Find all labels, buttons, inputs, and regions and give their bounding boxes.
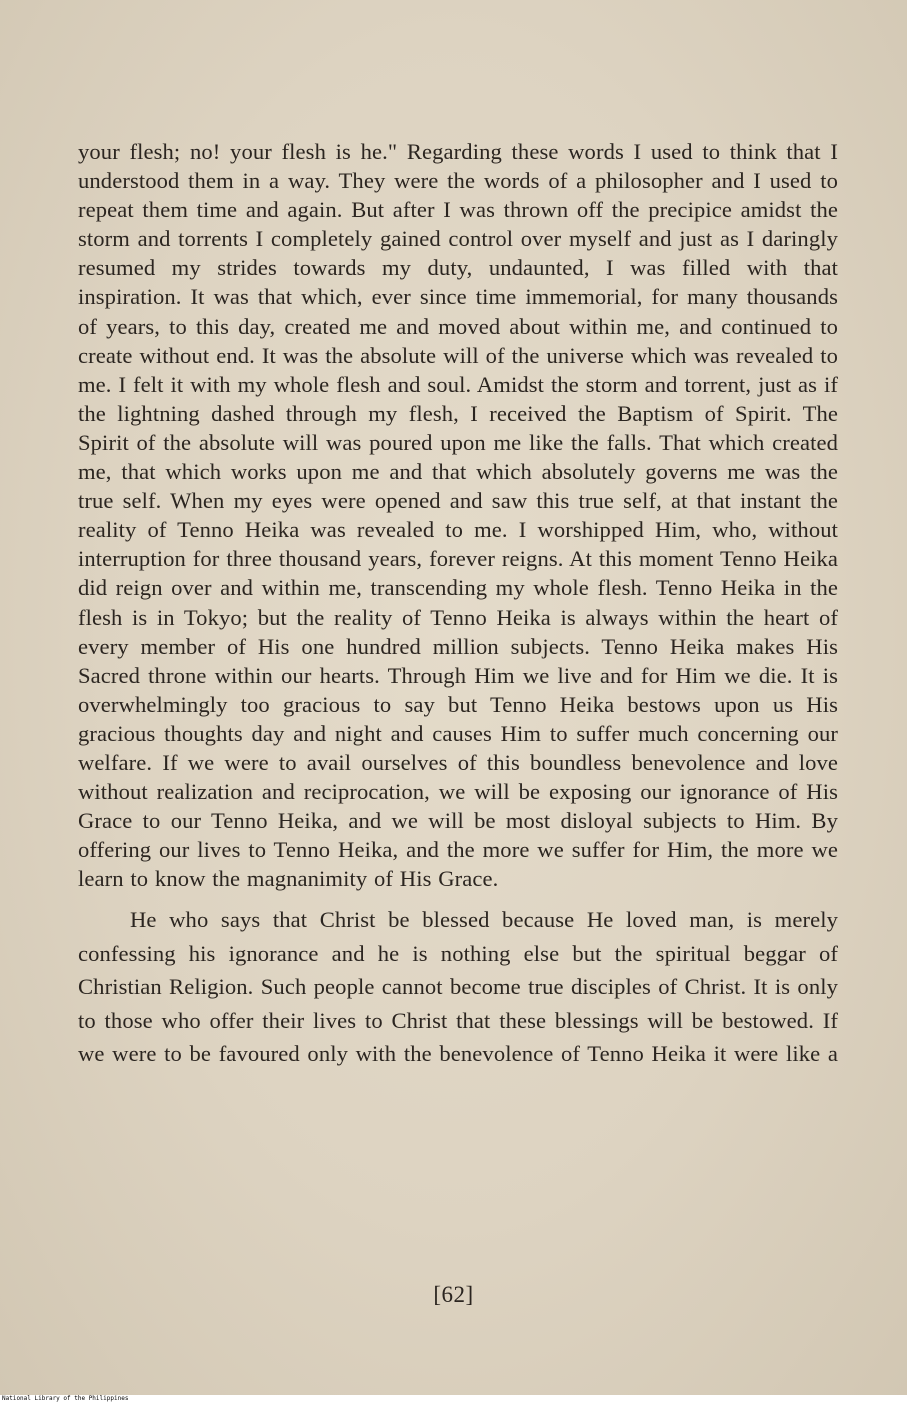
footer-bar (0, 1395, 907, 1403)
page-number: [62] (433, 1282, 474, 1307)
paragraph-2: He who says that Christ be blessed because He loved man, is merely confessing his ignorance and he is nothing else but the spiritual beggar of Christian Religion. Such people cannot become true disciples of Christ. It is only to those who offer their lives to Christ that these blessings will be bestowed. If we were to be favoured only with the benevolence of Tenno Heika it were like a (78, 907, 838, 1067)
paragraph-1: your flesh; no! your flesh is he." Regarding these words I used to think that I understood them in a way. They were the words of a philosopher and I used to repeat them time and again. But after I was thrown off the precipice amidst the storm and torrents I completely gained control over myself and just as I daringly resumed my strides towards my duty, undaunted, I was filled with that inspiration. It was that which, ever since time immemorial, for many thousands of years, to this day, created me and moved about within me, and continued to create without end. It was the absolute will of the universe which was revealed to me. I felt it with my whole flesh and soul. Amidst the storm and torrent, just as if the lightning dashed through my flesh, I received the Baptism of Spirit. The Spirit of the absolute will was poured upon me like the falls. That which created me, that which works upon me and that which absolutely governs me was the true self. When my eyes were opened and saw this true self, at that instant the reality of Tenno Heika was revealed to me. I worshipped Him, who, without interruption for three thousand years, forever reigns. At this moment Tenno Heika did reign over and within me, transcending my whole flesh. Tenno Heika in the flesh is in Tokyo; but the reality of Tenno Heika is always within the heart of every member of His one hundred million subjects. Tenno Heika makes His Sacred throne within our hearts. Through Him we live and for Him we die. It is overwhelmingly too gracious to say but Tenno Heika bestows upon us His gracious thoughts day and night and causes Him to suffer much concerning our welfare. If we were to avail ourselves of this boundless benevolence and love without realization and reciprocation, we will be exposing our ignorance of His Grace to our Tenno Heika, and we will be most disloyal subjects to Him. By offering our lives to Tenno Heika, and the more we suffer for Him, the more we learn to know the magnanimity of His Grace. (78, 139, 838, 892)
library-credit: National Library of the Philippines (2, 1395, 129, 1402)
body-text (78, 137, 838, 1070)
